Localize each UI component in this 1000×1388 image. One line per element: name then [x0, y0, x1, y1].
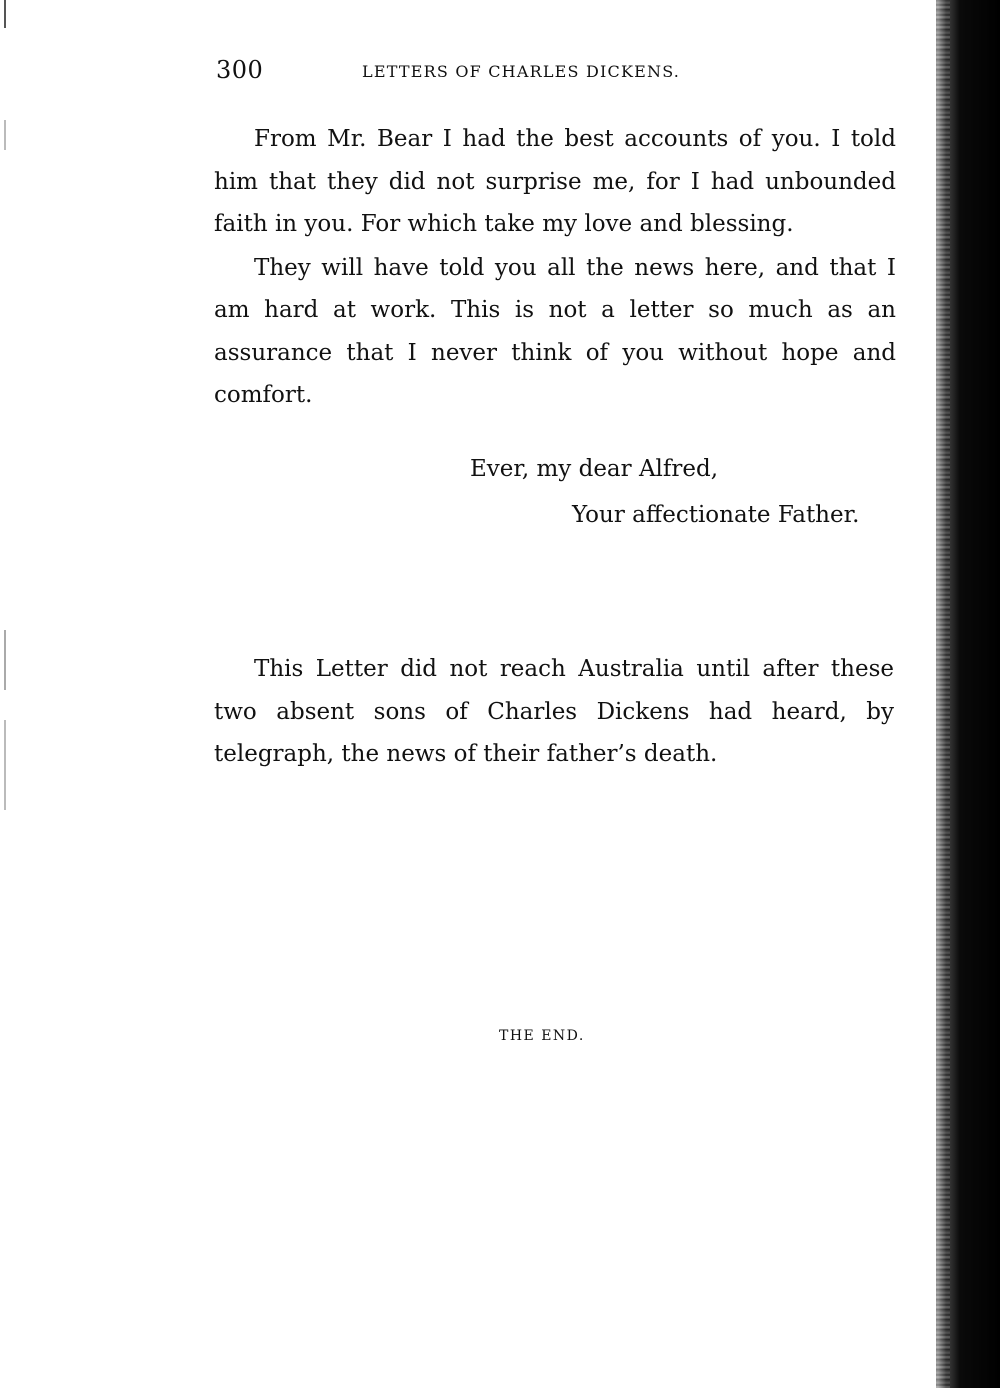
page-header — [216, 56, 776, 88]
binding-fray — [936, 0, 950, 1388]
letter-closing: Ever, my dear Alfred, — [470, 456, 719, 482]
letter-signature: Your affectionate Father. — [572, 502, 860, 528]
editorial-note — [214, 648, 894, 776]
page-number: 300 — [216, 56, 264, 84]
letter-paragraph-2: They will have told you all the news here, and that I am hard at work. This is not a letter so much as an assurance that I never think of you without hope and comfort. — [214, 254, 896, 408]
gutter-marks — [4, 0, 10, 1388]
the-end-mark: THE END. — [499, 1028, 585, 1044]
running-head: LETTERS OF CHARLES DICKENS. — [362, 62, 681, 81]
letter-body — [214, 118, 896, 417]
editorial-note-paragraph: This Letter did not reach Australia until after these two absent sons of Charles Dickens had heard, by telegraph, the news of their father’s death. — [214, 656, 894, 767]
letter-paragraph-1: From Mr. Bear I had the best accounts of you. I told him that they did not surprise me, for I had unbounded faith in you. For which take my love and blessing. — [214, 126, 896, 237]
